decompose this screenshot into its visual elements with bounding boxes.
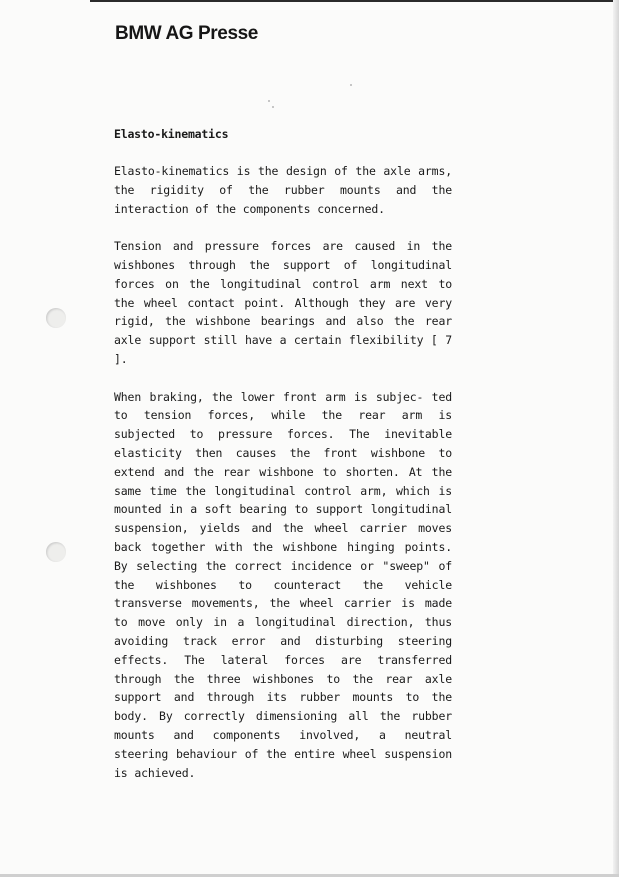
paragraph-3: When braking, the lower front arm is subjec- ted to tension forces, while the rear arm is subjected to pressure forces. The inevitable elasticity then causes the front wishbone to extend and the rear wishbone to shorten. At the same time the longitudinal control arm, which is mounted in a soft bearing to support longitudinal suspension, yields and the wheel carrier moves back together with the wishbone hinging points. By selecting the correct incidence or "sweep" of the wishbones to counteract the vehicle transverse movements, the wheel carrier is made to move only in a longitudinal direction, thus avoiding track error and disturbing steering effects. The lateral forces are transferred through the three wishbones to the rear axle support and through its rubber mounts to the body. By correctly dimensioning all the rubber mounts and components involved, a neutral steering behaviour of the entire wheel suspension is achieved. xyxy=(114,389,452,780)
article-body xyxy=(114,125,452,801)
article-heading: Elasto-kinematics xyxy=(114,127,229,141)
punch-hole-upper xyxy=(46,308,66,328)
brand-title: BMW AG Presse xyxy=(115,23,258,44)
punch-hole-lower xyxy=(46,542,66,562)
top-border-line xyxy=(90,0,619,2)
scan-speck xyxy=(268,100,270,102)
scan-speck xyxy=(272,106,274,108)
paragraph-1: Elasto-kinematics is the design of the axle arms, the rigidity of the rubber mounts and the interaction of the components concerned. xyxy=(114,164,452,216)
page-right-edge xyxy=(613,0,619,877)
scan-speck xyxy=(350,84,352,86)
paragraph-2: Tension and pressure forces are caused in the wishbones through the support of longitudinal forces on the longitudinal control arm next to the wheel contact point. Although they are very rigid, the wishbone bearings and also the rear axle support still have a certain flexibility [ 7 ]. xyxy=(114,239,452,366)
